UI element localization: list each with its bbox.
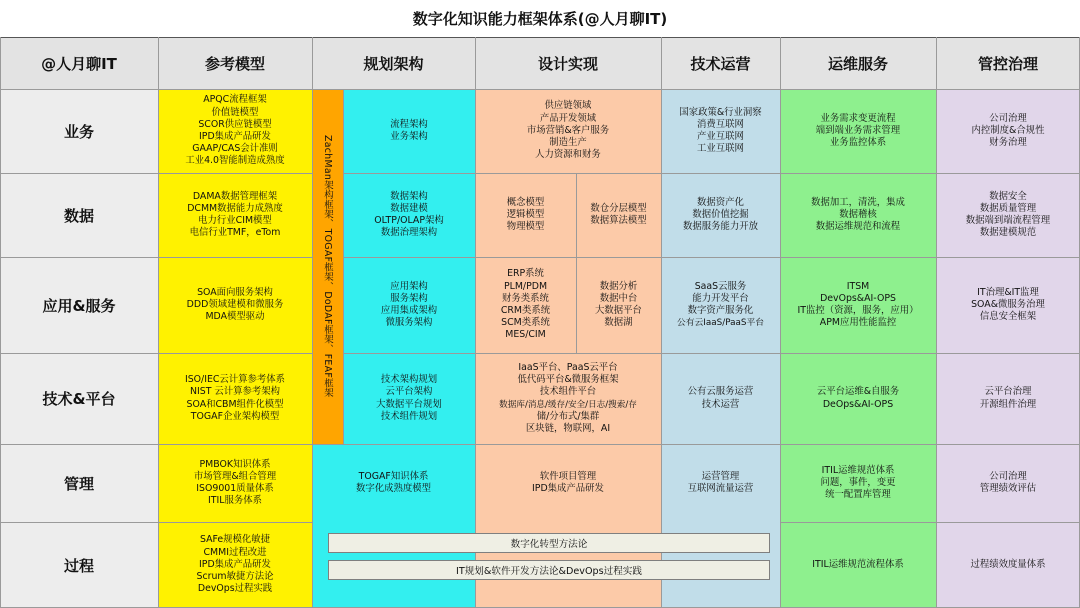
plan-tech-line: 技术组件规划 bbox=[380, 410, 438, 422]
ref-process-line: SAFe规模化敏捷 bbox=[199, 534, 271, 546]
grid-line bbox=[936, 37, 937, 608]
grid-line bbox=[0, 37, 1080, 38]
header-plan-arch: 规划架构 bbox=[312, 37, 475, 89]
gov-data-line: 数据安全 bbox=[989, 190, 1027, 202]
ops-tech-line: 技术运营 bbox=[701, 398, 740, 410]
ref-process-line: DevOps过程实践 bbox=[197, 583, 273, 595]
design-data-line: 数仓分层模型 bbox=[590, 202, 647, 214]
framework-strip-text: ZachMan架构框架、TOGAF框架、DoDAF框架、FEAF框架 bbox=[322, 135, 333, 398]
svc-business-line: 业务需求变更流程 bbox=[820, 112, 896, 124]
grid-line bbox=[343, 89, 344, 444]
plan-data-line: 数据治理架构 bbox=[380, 227, 438, 239]
ref-mgmt-line: ISO9001质量体系 bbox=[196, 483, 274, 494]
ref-mgmt-line: 市场管理&组合管理 bbox=[193, 470, 277, 482]
gov-business-line: 公司治理 bbox=[989, 112, 1027, 124]
gov-tech bbox=[936, 353, 1080, 444]
plan-data-line: OLTP/OLAP架构 bbox=[374, 215, 444, 226]
design-data-line: 逻辑模型 bbox=[506, 208, 545, 220]
plan-business-line: 流程架构 bbox=[390, 118, 428, 130]
svc-process bbox=[780, 522, 936, 608]
plan-app-line: 服务架构 bbox=[390, 292, 428, 304]
ref-tech-line: TOGAF企业架构模型 bbox=[190, 410, 280, 422]
design-tech-line: 低代码平台&微服务框架 bbox=[517, 374, 619, 386]
design-mgmt bbox=[475, 444, 661, 522]
ref-mgmt-line: ITIL服务体系 bbox=[208, 495, 262, 507]
grid-line bbox=[343, 173, 1080, 174]
design-tech bbox=[475, 353, 661, 444]
gov-mgmt-line: 公司治理 bbox=[989, 470, 1027, 482]
design-tech-line: 数据库/消息/缓存/安全/日志/搜索/存 bbox=[499, 399, 637, 410]
plan-data-line: 数据架构 bbox=[390, 190, 428, 202]
design-app-line: SCM类系统 bbox=[501, 317, 550, 329]
title-bar bbox=[0, 0, 1080, 37]
plan-app-line: 应用集成架构 bbox=[380, 305, 438, 316]
gov-mgmt bbox=[936, 444, 1080, 522]
ops-mgmt-line: 互联网流量运营 bbox=[687, 483, 754, 494]
ops-app-line: 能力开发平台 bbox=[692, 292, 749, 304]
banner-it-planning-devops: IT规划&软件开发方法论&DevOps过程实践 bbox=[328, 560, 770, 580]
design-business-line: 人力资源和财务 bbox=[535, 149, 601, 161]
plan-business-line: 业务架构 bbox=[390, 131, 428, 142]
ref-mgmt bbox=[158, 444, 312, 522]
svc-mgmt-line: ITIL运维规范体系 bbox=[821, 464, 895, 476]
ops-business-line: 消费互联网 bbox=[697, 118, 744, 130]
ref-tech bbox=[158, 353, 312, 444]
gov-process-line: 过程绩效度量体系 bbox=[970, 558, 1046, 570]
svc-app-line: DevOps&AI-OPS bbox=[820, 292, 896, 304]
grid-line bbox=[0, 522, 312, 523]
svc-business-line: 业务监控体系 bbox=[829, 137, 887, 149]
gov-mgmt-line: 管理绩效评估 bbox=[979, 483, 1037, 494]
ops-data-line: 数据价值挖掘 bbox=[692, 208, 749, 220]
gov-app-line: IT治理&IT监理 bbox=[977, 286, 1039, 298]
grid-line bbox=[780, 522, 1080, 523]
ref-tech-line: NIST 云计算参考架构 bbox=[189, 386, 281, 398]
plan-mgmt-line: TOGAF知识体系 bbox=[358, 470, 429, 482]
plan-tech bbox=[343, 353, 475, 444]
ops-business-line: 产业互联网 bbox=[697, 131, 744, 142]
grid-line bbox=[0, 257, 312, 258]
ref-app bbox=[158, 257, 312, 353]
gov-process bbox=[936, 522, 1080, 608]
row-label-tech-platform: 技术&平台 bbox=[0, 353, 158, 444]
grid-line bbox=[475, 37, 476, 608]
design-app-left bbox=[475, 257, 576, 353]
grid-line bbox=[0, 89, 1080, 90]
ref-business-line: APQC流程框架 bbox=[203, 94, 267, 106]
design-tech-line: 储/分布式/集群 bbox=[536, 410, 600, 422]
gov-tech-line: 云平台治理 bbox=[984, 386, 1032, 398]
design-app-line: PLM/PDM bbox=[503, 280, 548, 292]
plan-tech-line: 云平台架构 bbox=[385, 386, 433, 398]
page-title: 数字化知识能力框架体系(@人月聊IT) bbox=[412, 10, 668, 28]
design-app-line: MES/CIM bbox=[505, 329, 546, 341]
grid-line bbox=[343, 257, 1080, 258]
svc-data-line: 数据加工，清洗，集成 bbox=[811, 196, 905, 208]
gov-data bbox=[936, 173, 1080, 257]
gov-app bbox=[936, 257, 1080, 353]
ops-business-line: 工业互联网 bbox=[697, 143, 744, 155]
design-data-line: 数据算法模型 bbox=[590, 215, 647, 226]
header-col-0: @人月聊IT bbox=[0, 37, 158, 89]
grid-line bbox=[661, 37, 662, 608]
plan-data-line: 数据建模 bbox=[390, 202, 428, 214]
ref-tech-line: SOA和CBM组件化模型 bbox=[186, 398, 284, 410]
row-label-management: 管理 bbox=[0, 444, 158, 522]
ops-app-line: 公有云IaaS/PaaS平台 bbox=[676, 318, 765, 329]
design-app-line: 数据分析 bbox=[599, 280, 638, 292]
plan-app bbox=[343, 257, 475, 353]
design-app-line: 大数据平台 bbox=[595, 305, 642, 316]
plan-tech-line: 大数据平台规划 bbox=[376, 398, 442, 410]
ops-app bbox=[661, 257, 780, 353]
design-app-right bbox=[576, 257, 661, 353]
svc-process-line: ITIL运维规范流程体系 bbox=[812, 558, 904, 570]
svc-business-line: 端到端业务需求管理 bbox=[815, 124, 901, 136]
grid-line bbox=[158, 37, 159, 608]
design-data-line: 概念模型 bbox=[506, 196, 545, 208]
svc-tech bbox=[780, 353, 936, 444]
ref-tech-line: ISO/IEC云计算参考体系 bbox=[184, 374, 286, 386]
plan-business bbox=[343, 89, 475, 173]
design-app-line: 财务类系统 bbox=[502, 292, 549, 304]
gov-app-line: SOA&微服务治理 bbox=[971, 298, 1045, 310]
gov-business-line: 内控制度&合规性 bbox=[971, 124, 1045, 136]
header-tech-ops: 技术运营 bbox=[661, 37, 780, 89]
ref-app-line: MDA模型驱动 bbox=[205, 311, 265, 323]
gov-business bbox=[936, 89, 1080, 173]
ops-app-line: SaaS云服务 bbox=[694, 280, 747, 292]
svc-mgmt bbox=[780, 444, 936, 522]
banner-digital-transformation: 数字化转型方法论 bbox=[328, 533, 770, 553]
design-mgmt-line: IPD集成产品研发 bbox=[532, 483, 604, 494]
design-app-line: CRM类系统 bbox=[500, 305, 551, 316]
ref-business bbox=[158, 89, 312, 173]
svc-app-line: IT监控（资源，服务，应用） bbox=[797, 305, 919, 316]
design-business-line: 市场营销&客户服务 bbox=[526, 124, 610, 136]
design-tech-line: 技术组件平台 bbox=[539, 386, 597, 398]
design-tech-line: IaaS平台、PaaS云平台 bbox=[518, 361, 618, 373]
row-label-app-service: 应用&服务 bbox=[0, 257, 158, 353]
grid-line bbox=[0, 444, 1080, 445]
ref-data-line: 电信行业TMF，eTom bbox=[189, 227, 281, 239]
ref-business-line: SCOR供应链模型 bbox=[198, 118, 272, 130]
ops-tech bbox=[661, 353, 780, 444]
design-app-line: 数据中台 bbox=[599, 292, 638, 304]
ref-data-line: DAMA数据管理框架 bbox=[192, 190, 278, 202]
ops-data bbox=[661, 173, 780, 257]
row-label-business: 业务 bbox=[0, 89, 158, 173]
svc-tech-line: 云平台运维&自服务 bbox=[816, 386, 900, 398]
ops-data-line: 数据资产化 bbox=[697, 196, 744, 208]
ref-process-line: IPD集成产品研发 bbox=[199, 558, 271, 570]
gov-data-line: 数据端到端流程管理 bbox=[965, 215, 1051, 226]
header-ops-service: 运维服务 bbox=[780, 37, 936, 89]
grid-line bbox=[0, 37, 1, 608]
plan-data bbox=[343, 173, 475, 257]
ops-mgmt bbox=[661, 444, 780, 522]
design-data-right bbox=[576, 173, 661, 257]
header-governance: 管控治理 bbox=[936, 37, 1080, 89]
framework-strip bbox=[312, 89, 343, 444]
svc-data-line: 数据运维规范和流程 bbox=[815, 221, 901, 233]
ops-data-line: 数据服务能力开放 bbox=[682, 221, 758, 233]
svc-tech-line: DeOps&AI-OPS bbox=[822, 398, 894, 410]
header-design-impl: 设计实现 bbox=[475, 37, 661, 89]
ref-data-line: DCMM数据能力成熟度 bbox=[187, 202, 283, 214]
header-ref-model: 参考模型 bbox=[158, 37, 312, 89]
ops-mgmt-line: 运营管理 bbox=[701, 470, 740, 482]
svc-app-line: APM应用性能监控 bbox=[819, 317, 897, 329]
ref-mgmt-line: PMBOK知识体系 bbox=[199, 458, 271, 470]
grid-line bbox=[312, 37, 313, 608]
grid-line bbox=[0, 353, 312, 354]
gov-business-line: 财务治理 bbox=[989, 137, 1027, 149]
ops-business bbox=[661, 89, 780, 173]
design-business-line: 产品开发领域 bbox=[539, 112, 597, 124]
ops-business-line: 国家政策&行业洞察 bbox=[679, 106, 762, 118]
ref-app-line: SOA面向服务架构 bbox=[197, 286, 273, 298]
gov-data-line: 数据质量管理 bbox=[979, 202, 1037, 214]
design-data-left bbox=[475, 173, 576, 257]
design-business-line: 供应链领域 bbox=[544, 100, 592, 112]
svc-mgmt-line: 问题，事件，变更 bbox=[820, 476, 896, 488]
gov-data-line: 数据建模规范 bbox=[979, 227, 1037, 239]
svc-app-line: ITSM bbox=[846, 280, 870, 292]
ops-tech-line: 公有云服务运营 bbox=[687, 386, 754, 398]
ref-business-line: 价值链模型 bbox=[211, 106, 259, 118]
svc-data bbox=[780, 173, 936, 257]
svc-app bbox=[780, 257, 936, 353]
plan-mgmt bbox=[312, 444, 475, 522]
plan-mgmt-line: 数字化成熟度模型 bbox=[355, 483, 431, 494]
design-tech-line: 区块链，物联网，AI bbox=[525, 422, 611, 434]
row-label-data: 数据 bbox=[0, 173, 158, 257]
ref-app-line: DDD领域建模和微服务 bbox=[186, 298, 284, 310]
gov-app-line: 信息安全框架 bbox=[979, 311, 1037, 323]
grid-line bbox=[780, 37, 781, 608]
ref-business-line: GAAP/CAS会计准则 bbox=[192, 143, 278, 155]
grid-line bbox=[0, 173, 312, 174]
ref-process-line: Scrum敏捷方法论 bbox=[196, 571, 274, 583]
plan-tech-line: 技术架构规划 bbox=[380, 374, 438, 386]
grid-line bbox=[343, 353, 1080, 354]
ref-data bbox=[158, 173, 312, 257]
design-data-line: 物理模型 bbox=[506, 221, 545, 233]
design-mgmt-line: 软件项目管理 bbox=[539, 470, 597, 482]
ref-process-line: CMMI过程改进 bbox=[203, 546, 267, 558]
ref-business-line: 工业4.0智能制造成熟度 bbox=[185, 155, 285, 167]
row-label-process: 过程 bbox=[0, 522, 158, 608]
ref-business-line: IPD集成产品研发 bbox=[199, 131, 271, 142]
design-business bbox=[475, 89, 661, 173]
plan-app-line: 应用架构 bbox=[390, 280, 428, 292]
design-app-line: ERP系统 bbox=[507, 268, 544, 280]
svc-data-line: 数据稽核 bbox=[839, 208, 877, 220]
design-app-line: 数据湖 bbox=[604, 317, 633, 329]
ref-process bbox=[158, 522, 312, 608]
gov-tech-line: 开源组件治理 bbox=[979, 398, 1037, 410]
grid-line bbox=[576, 173, 577, 353]
design-business-line: 制造生产 bbox=[549, 137, 587, 149]
ops-app-line: 数字资产服务化 bbox=[687, 305, 754, 316]
plan-app-line: 微服务架构 bbox=[385, 317, 433, 329]
svc-business bbox=[780, 89, 936, 173]
svc-mgmt-line: 统一配置库管理 bbox=[825, 489, 891, 501]
ref-data-line: 电力行业CIM模型 bbox=[198, 215, 272, 226]
